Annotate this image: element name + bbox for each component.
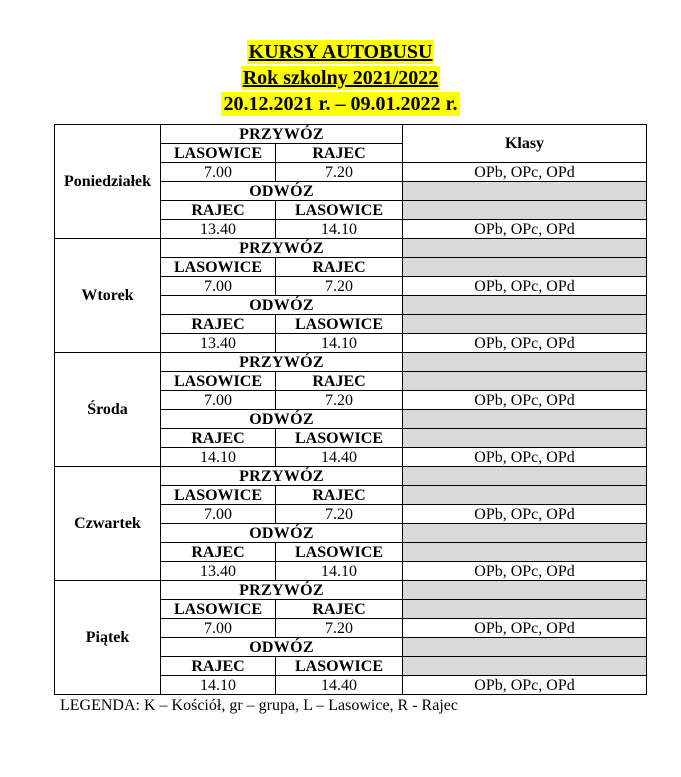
time-departure: 7.00 (161, 163, 276, 182)
time-arrival: 7.20 (276, 163, 403, 182)
day-name: Piątek (55, 581, 161, 695)
stop-from: RAJEC (161, 315, 276, 334)
time-arrival: 14.10 (276, 220, 403, 239)
time-departure: 13.40 (161, 220, 276, 239)
stop-to: RAJEC (276, 144, 403, 163)
time-departure: 7.00 (161, 619, 276, 638)
stop-from: RAJEC (161, 543, 276, 562)
grey-cell (403, 467, 647, 486)
grey-cell (403, 486, 647, 505)
row-przywoz-header (55, 581, 647, 600)
row-przywoz-header (55, 239, 647, 258)
schedule-table (54, 124, 647, 695)
grey-cell (403, 201, 647, 220)
przywoz-header: PRZYWÓZ (161, 239, 403, 258)
klasy-header: Klasy (403, 125, 647, 163)
title-line-3: 20.12.2021 r. – 09.01.2022 r. (223, 93, 458, 115)
stop-to: LASOWICE (276, 201, 403, 220)
stop-from: RAJEC (161, 657, 276, 676)
przywoz-header: PRZYWÓZ (161, 125, 403, 144)
odwoz-header: ODWÓZ (161, 524, 403, 543)
time-departure: 13.40 (161, 334, 276, 353)
stop-to: LASOWICE (276, 315, 403, 334)
przywoz-header: PRZYWÓZ (161, 353, 403, 372)
klasy-cell: OPb, OPc, OPd (403, 619, 647, 638)
przywoz-header: PRZYWÓZ (161, 467, 403, 486)
klasy-cell: OPb, OPc, OPd (403, 220, 647, 239)
grey-cell (403, 182, 647, 201)
day-name: Środa (55, 353, 161, 467)
day-name: Czwartek (55, 467, 161, 581)
time-departure: 14.10 (161, 676, 276, 695)
odwoz-header: ODWÓZ (161, 410, 403, 429)
grey-cell (403, 524, 647, 543)
time-departure: 7.00 (161, 391, 276, 410)
row-przywoz-header (55, 125, 647, 144)
stop-from: RAJEC (161, 201, 276, 220)
time-arrival: 7.20 (276, 277, 403, 296)
klasy-cell: OPb, OPc, OPd (403, 505, 647, 524)
klasy-cell: OPb, OPc, OPd (403, 334, 647, 353)
klasy-cell: OPb, OPc, OPd (403, 391, 647, 410)
time-arrival: 7.20 (276, 505, 403, 524)
grey-cell (403, 657, 647, 676)
stop-from: RAJEC (161, 429, 276, 448)
stop-from: LASOWICE (161, 258, 276, 277)
stop-to: LASOWICE (276, 657, 403, 676)
title-line-2: Rok szkolny 2021/2022 (242, 67, 439, 89)
grey-cell (403, 581, 647, 600)
time-arrival: 14.10 (276, 334, 403, 353)
time-departure: 7.00 (161, 505, 276, 524)
stop-to: RAJEC (276, 600, 403, 619)
grey-cell (403, 353, 647, 372)
title-block (0, 40, 681, 118)
grey-cell (403, 258, 647, 277)
stop-from: LASOWICE (161, 600, 276, 619)
time-arrival: 14.10 (276, 562, 403, 581)
time-arrival: 14.40 (276, 448, 403, 467)
odwoz-header: ODWÓZ (161, 296, 403, 315)
odwoz-header: ODWÓZ (161, 182, 403, 201)
grey-cell (403, 638, 647, 657)
time-arrival: 14.40 (276, 676, 403, 695)
time-arrival: 7.20 (276, 619, 403, 638)
stop-from: LASOWICE (161, 144, 276, 163)
stop-to: RAJEC (276, 258, 403, 277)
grey-cell (403, 372, 647, 391)
time-departure: 7.00 (161, 277, 276, 296)
przywoz-header: PRZYWÓZ (161, 581, 403, 600)
row-przywoz-header (55, 353, 647, 372)
time-departure: 13.40 (161, 562, 276, 581)
klasy-cell: OPb, OPc, OPd (403, 448, 647, 467)
klasy-cell: OPb, OPc, OPd (403, 676, 647, 695)
day-name: Wtorek (55, 239, 161, 353)
klasy-cell: OPb, OPc, OPd (403, 277, 647, 296)
time-departure: 14.10 (161, 448, 276, 467)
stop-from: LASOWICE (161, 486, 276, 505)
grey-cell (403, 410, 647, 429)
stop-to: RAJEC (276, 486, 403, 505)
grey-cell (403, 543, 647, 562)
time-arrival: 7.20 (276, 391, 403, 410)
odwoz-header: ODWÓZ (161, 638, 403, 657)
stop-to: LASOWICE (276, 429, 403, 448)
grey-cell (403, 239, 647, 258)
stop-from: LASOWICE (161, 372, 276, 391)
row-przywoz-header (55, 467, 647, 486)
grey-cell (403, 600, 647, 619)
stop-to: RAJEC (276, 372, 403, 391)
klasy-cell: OPb, OPc, OPd (403, 163, 647, 182)
title-line-1: KURSY AUTOBUSU (248, 41, 433, 63)
stop-to: LASOWICE (276, 543, 403, 562)
grey-cell (403, 296, 647, 315)
klasy-cell: OPb, OPc, OPd (403, 562, 647, 581)
grey-cell (403, 429, 647, 448)
grey-cell (403, 315, 647, 334)
legend: LEGENDA: K – Kościół, gr – grupa, L – Lasowice, R - Rajec (60, 697, 458, 714)
day-name: Poniedziałek (55, 125, 161, 239)
